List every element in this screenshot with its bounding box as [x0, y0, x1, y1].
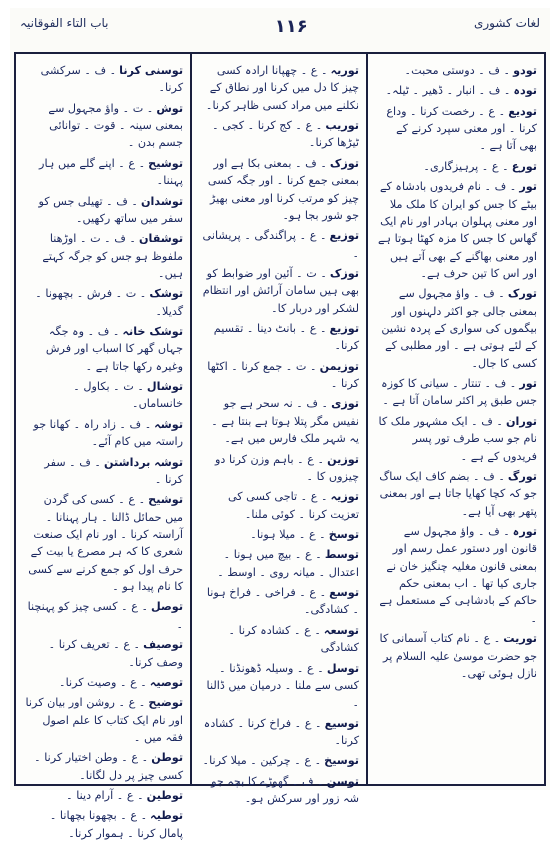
- dictionary-entry: [375, 285, 537, 372]
- entry-headword: تور: [519, 180, 537, 194]
- entry-definition: ۔ ع ۔ نام کتاب آسمانی کا جو حضرت موسیٰ علیہ السلام پر نازل ہوئی تھی۔: [379, 632, 537, 680]
- dictionary-entry: [199, 622, 359, 657]
- entry-definition: ۔ ع ۔ وصیت کرنا۔: [59, 675, 147, 689]
- dictionary-entry: [375, 82, 537, 99]
- entry-definition: ۔ ع ۔ تعریف کرنا ۔ وصف کرنا۔: [48, 638, 184, 669]
- book-title: لغات کشوری: [473, 16, 540, 30]
- dictionary-entry: [375, 523, 537, 627]
- dictionary-entry: [23, 100, 183, 152]
- dictionary-entry: [23, 230, 183, 282]
- entry-definition: ۔ ت ۔ بکاول ۔ خانساماں۔: [73, 380, 184, 411]
- entry-definition: ۔ ع ۔ بیچ میں ہونا ۔ اعتدال ۔ میانہ روی ۔ اوسط ۔: [217, 548, 360, 579]
- entry-definition: ۔ ف ۔ تنتار ۔ سیانی کا کوزہ جس طبق پر اکثر سامان آتا ہے ۔: [381, 377, 537, 408]
- dictionary-entry: [23, 598, 183, 633]
- entry-headword: توزیہ: [330, 490, 360, 504]
- entry-headword: توصیہ: [149, 675, 184, 689]
- entry-definition: ۔ ع ۔ کسی کی گردن میں حمائل ڈالنا ۔ ہار پہنانا ۔ آراستہ کرنا ۔ اور نام ایک صنعت شعری کا کہ ہر مصرع یا بیت کے حرف اول کو جمع کرنے سے کسی کا نام پیدا ہو ۔: [28, 493, 184, 594]
- entry-definition: ۔ ت ۔ واؤ مجہول سے بمعنی سینہ ۔ قوت ۔ توانائی جسم بدن ۔: [48, 101, 184, 150]
- dictionary-entry: [199, 117, 359, 152]
- entry-headword: توشقان: [139, 232, 184, 246]
- entry-definition: ۔ ع ۔ بچھونا بچھانا ۔ پامال کرنا ۔ ہموار کرنا۔: [49, 809, 184, 840]
- entry-headword: توسیخ: [324, 754, 360, 768]
- entry-headword: توسعہ: [323, 623, 360, 637]
- dictionary-entry: [375, 158, 537, 175]
- entry-headword: توطن: [151, 751, 184, 765]
- entry-headword: توشک خانہ: [122, 325, 184, 339]
- entry-definition: ۔ ف ۔ گھوڑے کا بچہ جو شہ زور اور سرکش ہو۔: [211, 774, 360, 806]
- entry-definition: ۔ ع ۔ رخصت کرنا ۔ وداع کرنا ۔ اور معنی سپرد کرنے کے بھی آتا ہے ۔: [386, 104, 537, 153]
- dictionary-entry: [199, 227, 359, 262]
- entry-definition: ۔ ع ۔ کشادہ کرنا ۔ کشادگی: [228, 623, 360, 655]
- dictionary-entry: [23, 694, 183, 746]
- entry-definition: ۔ ع ۔ باہم وزن کرنا دو چیزوں کا ۔: [215, 452, 360, 483]
- entry-headword: توطیہ: [150, 809, 184, 823]
- entry-definition: ۔ ع ۔ روشن اور بیان کرنا اور نام ایک کتاب کا علم اصول فقہ میں ۔: [25, 696, 184, 744]
- entry-headword: تودو: [513, 64, 537, 77]
- entry-headword: توریت: [503, 632, 537, 646]
- dictionary-entry: [23, 636, 183, 671]
- dictionary-entry: [375, 413, 537, 465]
- column-left: [16, 54, 192, 840]
- dictionary-entry: [199, 715, 359, 750]
- entry-headword: توشک: [149, 287, 184, 301]
- entry-headword: توسن: [326, 774, 360, 788]
- dictionary-entry: [199, 451, 359, 486]
- entry-headword: توطین: [146, 789, 184, 803]
- entry-headword: توصیف: [143, 638, 184, 652]
- entry-definition: ۔ ع ۔ چھپانا ارادہ کسی چیز کا دل میں کرنا اور نطاق کے نکلنے میں مراد کسی ظاہر کرنا۔: [205, 64, 360, 112]
- entry-definition: ۔ ف ۔ بمعنی بکا ہے اور بمعنی جمع کرنا ۔ اور جگہ کسی چیز کو مرتب کرنا اور معنی بھیڑ جو شور بجا ہو۔: [207, 156, 360, 222]
- entry-definition: ۔ ع ۔ میلا ہونا۔: [250, 527, 326, 541]
- entry-headword: توزک: [329, 266, 360, 280]
- dictionary-entry: [375, 103, 537, 155]
- column-right: [368, 54, 544, 784]
- entry-definition: ۔ ع ۔ وطن اختیار کرنا ۔ کسی چیز پر دل لگانا۔: [34, 751, 184, 782]
- entry-definition: ۔ ع ۔ وسیلہ ڈھونڈنا ۔ کسی سے ملنا ۔ درمیان میں ڈالنا ۔: [206, 661, 360, 710]
- entry-headword: تورک: [507, 287, 537, 301]
- entry-headword: توسع: [329, 586, 360, 600]
- dictionary-entry: [23, 807, 183, 842]
- entry-headword: توزین: [327, 452, 360, 466]
- entry-definition: ۔ ف ۔ زاد راہ ۔ کھانا جو راستہ میں کام آئے۔: [33, 417, 184, 449]
- entry-headword: توضیح: [148, 696, 184, 710]
- dictionary-entry: [199, 584, 359, 619]
- entry-headword: توزیع: [329, 229, 360, 243]
- dictionary-entry: [199, 358, 359, 393]
- entry-definition: ۔ ع ۔ پرہیزگاری۔: [423, 159, 509, 173]
- dictionary-entry: [23, 62, 183, 97]
- dictionary-entry: [199, 660, 359, 712]
- entry-headword: توزیع: [329, 322, 360, 336]
- entry-definition: ۔ ع ۔ بانٹ دینا ۔ تقسیم کرنا۔: [213, 322, 360, 353]
- entry-definition: ۔ ع ۔ چرکین ۔ میلا کرنا۔: [202, 754, 322, 768]
- dictionary-entry: [23, 378, 183, 413]
- entry-headword: توسخ: [328, 527, 360, 541]
- entry-headword: توسل: [326, 661, 360, 675]
- dictionary-entry: [199, 265, 359, 317]
- entry-headword: توسنی کرنا: [119, 64, 184, 77]
- dictionary-entry: [375, 178, 537, 282]
- entry-headword: توشیح: [148, 493, 184, 507]
- entry-definition: ۔ ف ۔ نام فریدوں بادشاہ کے بیٹے کا جس کو ایران کا ملک ملا اور معنی پہلوان بہادر اور نام ایک گھاس کا جس کا مزہ کھٹا ہوتا ہے اور معنی بھاگنے کے بھی آتے ہیں اور اس کا تین حرف ہے۔: [377, 180, 537, 280]
- dictionary-entry: [199, 752, 359, 769]
- entry-definition: ۔ ت ۔ آئین اور ضوابط کو بھی ہیں سامان آرائش اور انتظام لشکر اور دربار کا۔: [202, 266, 360, 315]
- dictionary-entry: [375, 62, 537, 79]
- dictionary-entry: [23, 491, 183, 595]
- entry-headword: توشال: [146, 380, 184, 394]
- entry-headword: تودیع: [508, 104, 537, 118]
- entry-headword: توزک: [329, 156, 360, 170]
- dictionary-entry: [23, 787, 183, 804]
- dictionary-entry: [199, 773, 359, 808]
- entry-headword: توسط: [324, 548, 360, 562]
- entry-headword: توریب: [325, 119, 360, 133]
- entry-definition: ۔ ف ۔ سرکشی کرنا۔: [40, 64, 184, 95]
- chapter-title: باب التاء الفوقانیہ: [20, 16, 109, 30]
- page-number: ۱۱۶: [274, 16, 308, 37]
- entry-definition: ۔ ع ۔ اپنے گلے میں ہار پہننا۔: [39, 156, 184, 188]
- dictionary-entry: [199, 395, 359, 447]
- entry-headword: توشیح: [148, 156, 184, 170]
- dictionary-entry: [199, 320, 359, 355]
- entry-headword: توشہ: [154, 417, 184, 431]
- entry-definition: ۔ ف ۔ وہ جگہ جہاں گھر کا اسباب اور فرش وغیرہ رکھا جاتا ہے ۔: [45, 325, 184, 373]
- dictionary-entry: [199, 526, 359, 543]
- entry-definition: ۔ ف ۔ ت ۔ اوڑھنا ملفوظ ہو جس کو جرگہ کہتے ہیں۔: [42, 232, 184, 280]
- entry-definition: ۔ ف ۔ دوستی محبت۔: [404, 64, 511, 77]
- columns-frame: [14, 52, 546, 840]
- entry-headword: توران: [505, 414, 537, 428]
- entry-headword: تور: [519, 377, 537, 391]
- dictionary-entry: [23, 416, 183, 451]
- entry-definition: ۔ ع ۔ تاجی کسی کی تعزیت کرنا ۔ کوئی ملنا۔: [227, 490, 360, 521]
- dictionary-entry: [23, 193, 183, 228]
- entry-headword: توصل: [151, 600, 184, 614]
- entry-definition: ۔ ف ۔ واؤ مجہول سے بمعنی جالی جو اکثر دلہنوں اور بیگموں کی سواری کے پردہ نشین کے لئے ہوتی ہے ۔ اور مطلبی کے کسی کا جال۔: [381, 287, 537, 370]
- entry-headword: تورگ: [507, 469, 537, 483]
- entry-definition: ۔ ف ۔ ایک مشہور ملک کا نام جو سب طرف تور پسر فریدوں کے ہے ۔: [378, 414, 537, 463]
- running-header: [10, 8, 550, 52]
- entry-definition: ۔ ع ۔ کج کرنا ۔ کجی ۔ ٹیڑھا کرنا۔: [212, 119, 360, 150]
- entry-definition: ۔ ع ۔ فراخی ۔ فراخ ہونا ۔ کشادگی۔: [206, 586, 360, 617]
- dictionary-entry: [23, 749, 183, 784]
- entry-headword: توزی: [331, 397, 360, 411]
- entry-definition: ۔ ف ۔ واؤ مجہول سے قانون اور دستور عمل رسم اور بمعنی قانون مغلیہ چنگیز خان نے جاری کیا تھا ۔ اب بمعنی حکم حاکم کے بادشاہی کے مستعمل ہے ۔: [379, 524, 537, 625]
- entry-definition: ۔ ف ۔ سفر کرنا ۔: [44, 455, 184, 486]
- dictionary-entry: [375, 375, 537, 410]
- entry-definition: ۔ ت ۔ فرش ۔ بچھونا ۔ گدیلا۔: [35, 287, 184, 318]
- dictionary-page: [10, 8, 550, 840]
- entry-headword: توشدان: [140, 194, 184, 208]
- dictionary-entry: [199, 155, 359, 224]
- entry-headword: تودہ: [513, 84, 537, 98]
- entry-headword: توزیمن: [319, 359, 360, 373]
- entry-definition: ۔ ف ۔ تھیلی جس کو سفر میں ساتھ رکھیں۔: [38, 194, 184, 225]
- entry-definition: ۔ ع ۔ کسی چیز کو پہنچنا ۔: [27, 600, 184, 631]
- dictionary-entry: [199, 546, 359, 581]
- entry-headword: تورع: [511, 159, 537, 173]
- entry-definition: ۔ ف ۔ انبار ۔ ڈھیر ۔ ٹیلہ۔: [385, 84, 511, 98]
- entry-definition: ۔ ع ۔ پراگندگی ۔ پریشانی ۔: [202, 229, 360, 260]
- dictionary-entry: [23, 323, 183, 375]
- entry-definition: ۔ ف ۔ نہ سحر ہے جو نفیس مگر پتلا ہوتا ہے بنتا ہے ۔ یہ شہر ملک فارس میں ہے۔: [211, 397, 360, 446]
- dictionary-entry: [23, 285, 183, 320]
- dictionary-entry: [199, 62, 359, 114]
- dictionary-entry: [23, 454, 183, 489]
- entry-definition: ۔ ع ۔ فراخ کرنا ۔ کشادہ کرنا۔: [203, 716, 360, 747]
- entry-headword: توسیع: [324, 716, 360, 730]
- entry-headword: توریہ: [330, 64, 360, 77]
- dictionary-entry: [375, 630, 537, 682]
- entry-headword: تورہ: [512, 524, 537, 538]
- entry-definition: ۔ ف ۔ بضم کاف ایک ساگ جو کہ کچا کھایا جاتا ہے اور بمعنی پتھر بھی آیا ہے۔: [379, 469, 537, 518]
- column-middle: [192, 54, 368, 806]
- entry-definition: ۔ ع ۔ آرام دینا ۔: [66, 789, 144, 803]
- entry-headword: توشہ برداشتن: [103, 455, 184, 469]
- dictionary-entry: [23, 155, 183, 190]
- entry-definition: ۔ ت ۔ جمع کرنا ۔ اکٹھا کرنا ۔: [207, 359, 360, 391]
- entry-headword: توش: [156, 101, 184, 115]
- dictionary-entry: [375, 468, 537, 520]
- dictionary-entry: [23, 674, 183, 691]
- dictionary-entry: [199, 488, 359, 523]
